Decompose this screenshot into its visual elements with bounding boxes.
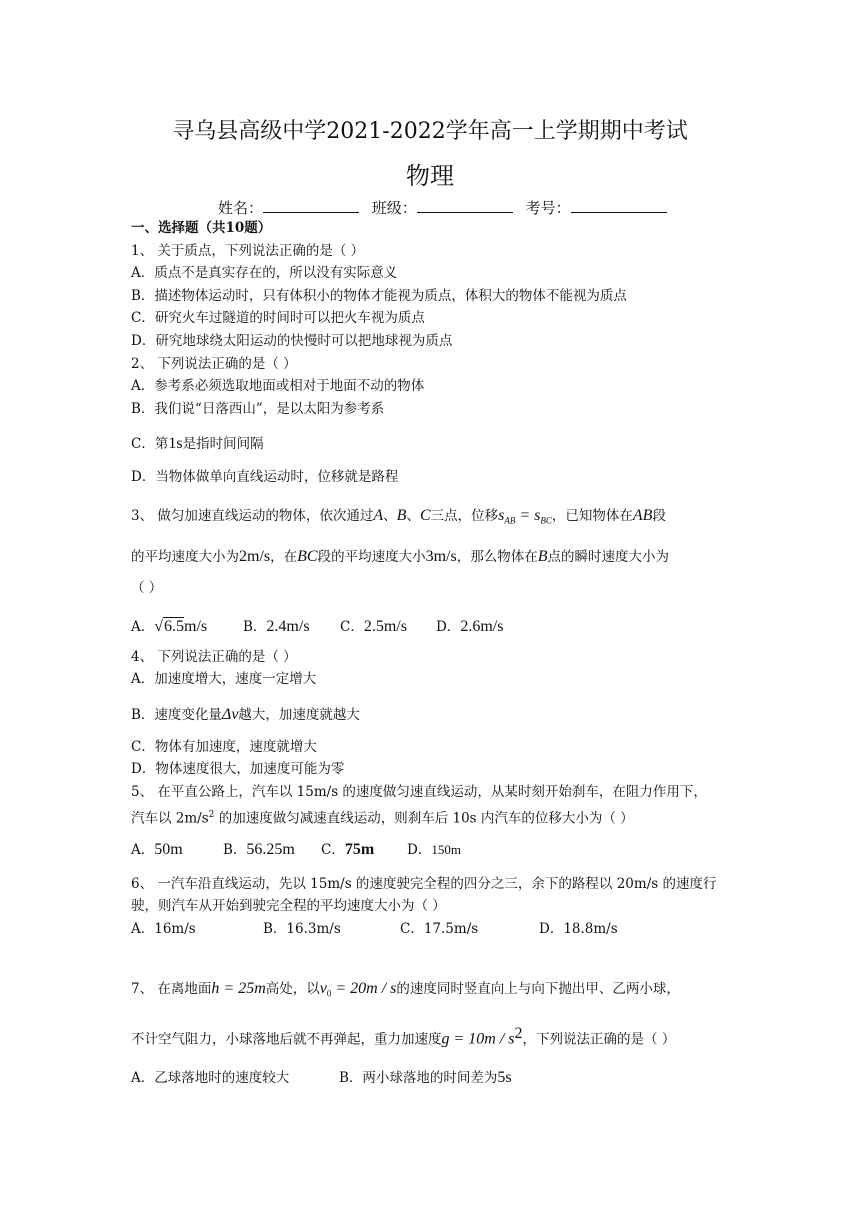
q3-line-1: 3、 做匀加速直线运动的物体，依次通过A、B、C三点，位移$s_{AB} = s_{BC}$，已知物体在AB段 (131, 507, 666, 526)
exam-title: 寻乌县高级中学2021-2022学年高一上学期期中考试 (172, 119, 688, 144)
q5-options (131, 841, 461, 859)
q3-option-a: A．√6.5m/s (131, 618, 208, 635)
q5-option-c: C．75m (321, 841, 375, 858)
q2-option-d: D．当物体做单向直线运动时，位移就是路程 (131, 469, 399, 485)
q4-option-b: B．速度变化量Δv越大，加速度就越大 (131, 706, 360, 723)
q7-line-2: 不计空气阻力，小球落地后就不再弹起，重力加速度$g = 10m / s^2$，下列说法正确的是（ ） (131, 1025, 676, 1048)
class-blank[interactable] (417, 198, 513, 213)
q7-option-b: B．两小球落地的时间差为5s (339, 1069, 512, 1086)
class-label: 班级： (371, 199, 417, 217)
q5-option-a: A．50m (131, 841, 183, 858)
q1-option-d: D．研究地球绕太阳运动的快慢时可以把地球视为质点 (131, 333, 453, 349)
q6-option-c: C．17.5m/s (400, 921, 479, 937)
q4-option-d: D．物体速度很大，加速度可能为零 (131, 761, 345, 777)
q2-option-b: B．我们说“日落西山”，是以太阳为参考系 (131, 401, 385, 417)
q3-option-d: D．2.6m/s (436, 618, 504, 635)
q3-option-b: B．2.4m/s (243, 618, 310, 635)
q6-line-2: 驶，则汽车从开始到驶完全程的平均速度大小为（ ） (131, 898, 446, 914)
name-blank[interactable] (263, 198, 359, 213)
q4-option-c: C．物体有加速度，速度就增大 (131, 739, 317, 755)
q6-options (131, 920, 618, 938)
name-label: 姓名： (218, 199, 264, 217)
q7-line-1: 7、 在离地面h = 25m高处，以$v_0 = 20m / s$的速度同时竖直向上与向下抛出甲、乙两小球， (131, 980, 680, 999)
q3-options (131, 618, 503, 636)
q6-line-1: 6、 一汽车沿直线运动，先以 15m/s 的速度驶完全程的四分之三，余下的路程以 20m/s 的速度行 (131, 876, 717, 892)
q6-option-a: A．16m/s (131, 921, 196, 937)
q6-option-b: B．16.3m/s (263, 921, 341, 937)
q3-line-3: （ ） (131, 580, 163, 596)
exam-subject: 物理 (406, 162, 454, 190)
q7-options (131, 1069, 512, 1087)
q1-option-b: B．描述物体运动时，只有体积小的物体才能视为质点，体积大的物体不能视为质点 (131, 288, 627, 304)
q2-option-c: C．第1s是指时间间隔 (131, 435, 264, 452)
q2-stem: 2、 下列说法正确的是（ ） (131, 356, 297, 372)
q5-option-d: D．150m (407, 842, 461, 858)
q3-option-c: C．2.5m/s (340, 618, 407, 635)
q2-option-a: A．参考系必须选取地面或相对于地面不动的物体 (131, 378, 425, 394)
q7-option-a: A．乙球落地时的速度较大 (131, 1070, 290, 1086)
q4-option-a: A．加速度增大，速度一定增大 (131, 671, 317, 687)
q1-option-c: C．研究火车过隧道的时间时可以把火车视为质点 (131, 310, 425, 326)
q5-option-b: B．56.25m (223, 841, 295, 858)
q6-option-d: D．18.8m/s (539, 921, 618, 937)
q1-stem: 1、 关于质点，下列说法正确的是（ ） (131, 243, 365, 259)
q5-line-1: 5、 在平直公路上，汽车以 15m/s 的速度做匀速直线运动，从某时刻开始刹车，在阻力作用下， (131, 784, 707, 800)
q3-line-2: 的平均速度大小为2m/s，在BC段的平均速度大小3m/s，那么物体在B点的瞬时速度大小为 (131, 548, 669, 565)
q4-stem: 4、 下列说法正确的是（ ） (131, 649, 297, 665)
student-info-row (218, 197, 675, 218)
q1-option-a: A．质点不是真实存在的，所以没有实际意义 (131, 265, 398, 281)
section-heading: 一、选择题（共10题） (131, 220, 272, 236)
q2-c-math: 1s (168, 435, 183, 452)
number-blank[interactable] (571, 198, 667, 213)
q5-line-2: 汽车以 $2m/s^2$ 的加速度做匀减速直线运动，则刹车后 10s 内汽车的位移大小为（ ） (131, 810, 634, 827)
number-label: 考号： (525, 199, 571, 217)
